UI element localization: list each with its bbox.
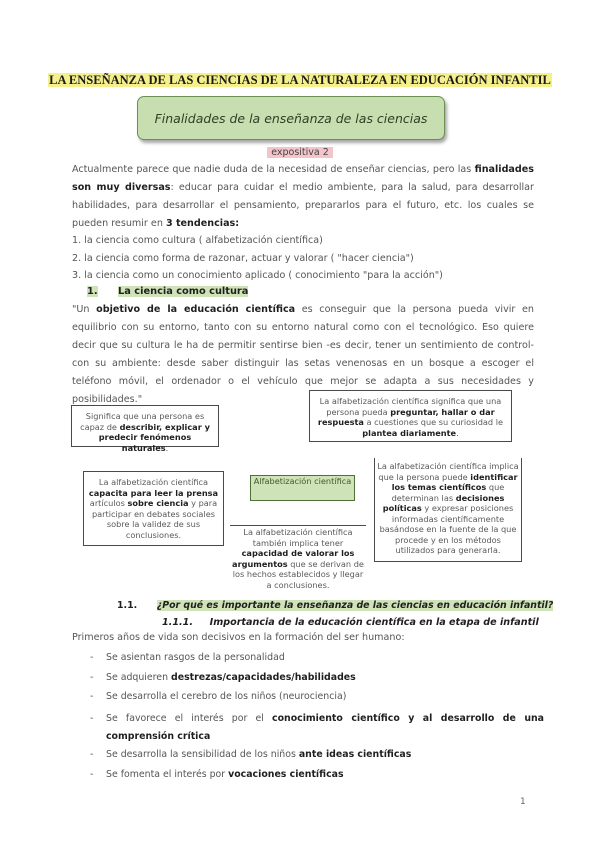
tag-label: expositiva 2 — [0, 147, 600, 158]
list-item: - Se fomenta el interés por vocaciones científicas — [90, 769, 344, 780]
diagram-box: La alfabetización científica también implica tener capacidad de valorar los argumentos que se derivan de los hechos establecidos y llegar a conclusiones. — [230, 525, 366, 589]
list-item: - Se desarrolla la sensibilidad de los niños ante ideas científicas — [90, 749, 412, 760]
document-title: LA ENSEÑANZA DE LAS CIENCIAS DE LA NATURALEZA EN EDUCACIÓN INFANTIL — [49, 73, 551, 87]
subsubsection-heading: 1.1.1. Importancia de la educación científica en la etapa de infantil — [162, 617, 539, 628]
list-item: - Se adquieren destrezas/capacidades/habilidades — [90, 672, 356, 683]
section-heading: 1. La ciencia como cultura — [87, 286, 249, 297]
diagram-box: Significa que una persona es capaz de describir, explicar y predecir fenómenos naturales. — [71, 405, 219, 447]
diagram-center-node: Alfabetización científica — [250, 475, 355, 501]
page-number: 1 — [520, 797, 526, 807]
quote-paragraph: "Un objetivo de la educación científica es conseguir que la persona pueda vivir en equilibrio con su entorno, tanto con su entorno natural como con el tecnológico. Eso quiere decir que su cultura le ha de permitir sentirse bien -es decir, tener un sentimiento de control- con su ambiente: desde saber distinguir las setas venenosas en un bosque a escoger el teléfono móvil, el ordenador o el vehículo que mejor se adapta a sus necesidades y posibilidades." — [72, 304, 534, 405]
tendency-item: 3. la ciencia como un conocimiento aplicado ( conocimiento "para la acción") — [72, 270, 443, 281]
lead-text: Primeros años de vida son decisivos en la formación del ser humano: — [72, 632, 405, 643]
tendency-item: 1. la ciencia como cultura ( alfabetización científica) — [72, 235, 323, 246]
list-item: - Se favorece el interés por el conocimiento científico y al desarrollo de una comprensión crítica — [90, 713, 544, 742]
intro-paragraph: Actualmente parece que nadie duda de la necesidad de enseñar ciencias, pero las finalidades son muy diversas: educar para cuidar el medio ambiente, para la salud, para desarrollar habilidades, para desarrollar el pensamiento, prepararlos para el futuro, etc. los cuales se pueden resumir en 3 tendencias: — [72, 164, 534, 229]
tendency-item: 2. la ciencia como forma de razonar, actuar y valorar ( "hacer ciencia") — [72, 253, 414, 264]
diagram-box: La alfabetización científica implica que la persona puede identificar los temas científicos que determinan las decisiones políticas y expresar posiciones informadas científicamente basándose en la fuente de la que procede y en los métodos utilizados para generarla. — [374, 458, 522, 562]
list-item: - Se asientan rasgos de la personalidad — [90, 652, 285, 663]
list-item: - Se desarrolla el cerebro de los niños (neurociencia) — [90, 691, 347, 702]
diagram-box: La alfabetización científica significa que una persona pueda preguntar, hallar o dar respuesta a cuestiones que su curiosidad le plantea diariamente. — [309, 390, 512, 442]
section-banner: Finalidades de la enseñanza de las ciencias — [137, 96, 445, 140]
diagram-box: La alfabetización científica capacita para leer la prensa artículos sobre ciencia y para participar en debates sociales sobre la validez de sus conclusiones. — [83, 471, 224, 546]
subsection-heading: 1.1. ¿Por qué es importante la enseñanza de las ciencias en educación infantil? — [117, 600, 554, 611]
